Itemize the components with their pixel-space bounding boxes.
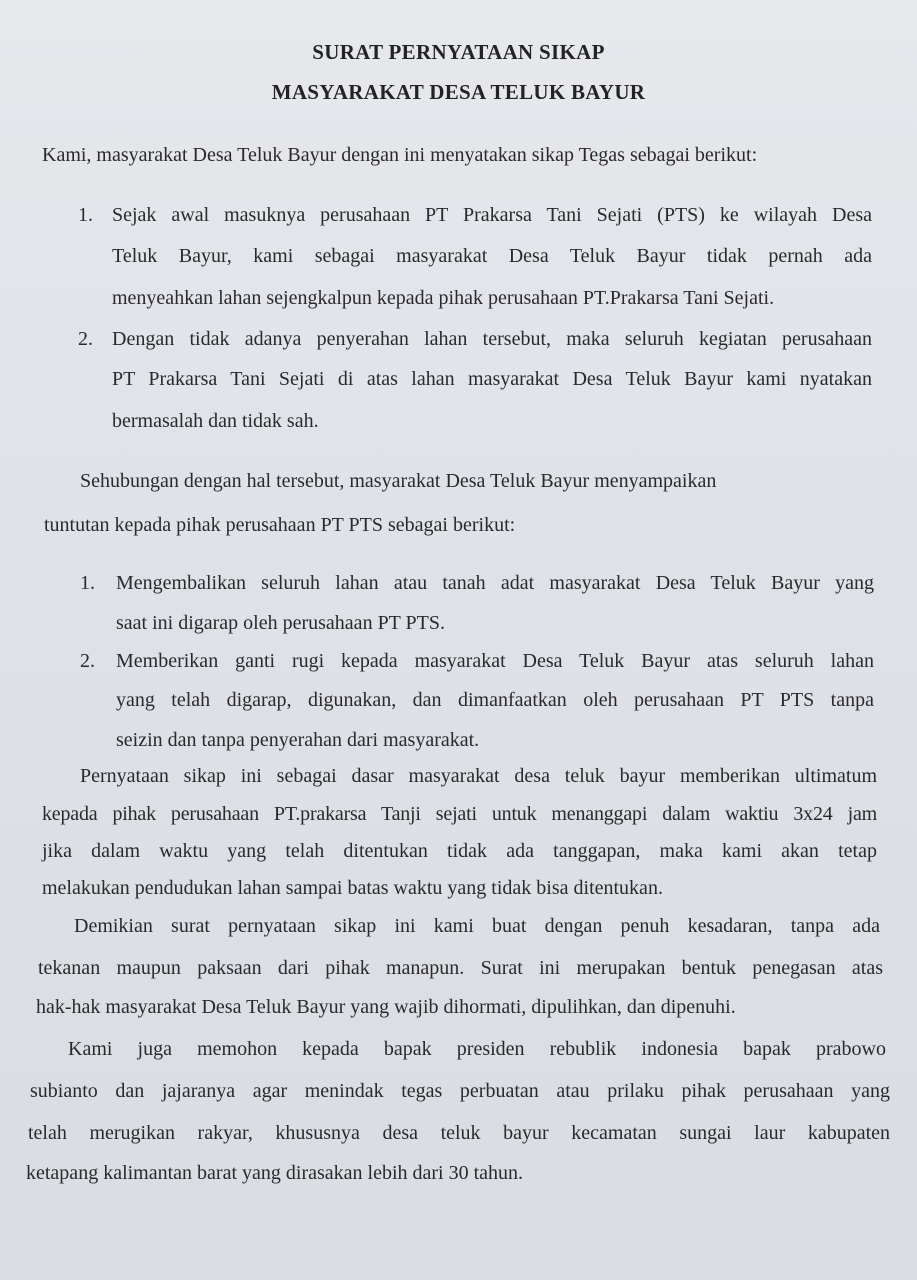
president-line4: ketapang kalimantan barat yang dirasakan lebih dari 30 tahun. [26, 1162, 524, 1184]
ultimatum-line1: Pernyataan sikap ini sebagai dasar masyarakat desa teluk bayur memberikan ultimatum [80, 765, 877, 787]
list1-item1-line1: Sejak awal masuknya perusahaan PT Prakarsa Tani Sejati (PTS) ke wilayah Desa [112, 204, 872, 226]
demands-line1: Sehubungan dengan hal tersebut, masyarakat Desa Teluk Bayur menyampaikan [80, 470, 717, 492]
list2-item1-number: 1. [80, 572, 95, 594]
list2-item2-line1: Memberikan ganti rugi kepada masyarakat Desa Teluk Bayur atas seluruh lahan [116, 650, 874, 672]
list2-item2-line2: yang telah digarap, digunakan, dan dimanfaatkan oleh perusahaan PT PTS tanpa [116, 689, 874, 711]
list1-item1-line2: Teluk Bayur, kami sebagai masyarakat Desa Teluk Bayur tidak pernah ada [112, 245, 872, 267]
list2-item2-number: 2. [80, 650, 95, 672]
closing-line1: Demikian surat pernyataan sikap ini kami buat dengan penuh kesadaran, tanpa ada [74, 915, 880, 937]
list2-item1-line1: Mengembalikan seluruh lahan atau tanah adat masyarakat Desa Teluk Bayur yang [116, 572, 874, 594]
list1-item1-line3: menyeahkan lahan sejengkalpun kepada pihak perusahaan PT.Prakarsa Tani Sejati. [112, 287, 775, 309]
president-line2: subianto dan jajaranya agar menindak tegas perbuatan atau prilaku pihak perusahaan yang [30, 1080, 890, 1102]
list2-item1-line2: saat ini digarap oleh perusahaan PT PTS. [116, 612, 446, 634]
list2-item2-line3: seizin dan tanpa penyerahan dari masyarakat. [116, 729, 480, 751]
ultimatum-line3: jika dalam waktu yang telah ditentukan tidak ada tanggapan, maka kami akan tetap [42, 840, 877, 862]
list1-item2-line3: bermasalah dan tidak sah. [112, 410, 319, 432]
closing-line3: hak-hak masyarakat Desa Teluk Bayur yang wajib dihormati, dipulihkan, dan dipenuhi. [36, 996, 736, 1018]
list1-item1-number: 1. [78, 204, 93, 226]
document-subtitle: MASYARAKAT DESA TELUK BAYUR [271, 80, 646, 104]
president-line1: Kami juga memohon kepada bapak presiden rebublik indonesia bapak prabowo [68, 1038, 886, 1060]
intro-paragraph: Kami, masyarakat Desa Teluk Bayur dengan ini menyatakan sikap Tegas sebagai berikut: [42, 144, 758, 166]
list1-item2-number: 2. [78, 328, 93, 350]
list1-item2-line2: PT Prakarsa Tani Sejati di atas lahan masyarakat Desa Teluk Bayur kami nyatakan [112, 368, 872, 390]
ultimatum-line4: melakukan pendudukan lahan sampai batas waktu yang tidak bisa ditentukan. [42, 877, 663, 899]
document-title: SURAT PERNYATAAN SIKAP [312, 40, 605, 64]
president-line3: telah merugikan rakyar, khususnya desa teluk bayur kecamatan sungai laur kabupaten [28, 1122, 890, 1144]
list1-item2-line1: Dengan tidak adanya penyerahan lahan tersebut, maka seluruh kegiatan perusahaan [112, 328, 872, 350]
closing-line2: tekanan maupun paksaan dari pihak manapun. Surat ini merupakan bentuk penegasan atas [38, 957, 883, 979]
demands-line2: tuntutan kepada pihak perusahaan PT PTS sebagai berikut: [44, 514, 516, 536]
ultimatum-line2: kepada pihak perusahaan PT.prakarsa Tanji sejati untuk menanggapi dalam waktiu 3x24 jam [42, 803, 877, 825]
